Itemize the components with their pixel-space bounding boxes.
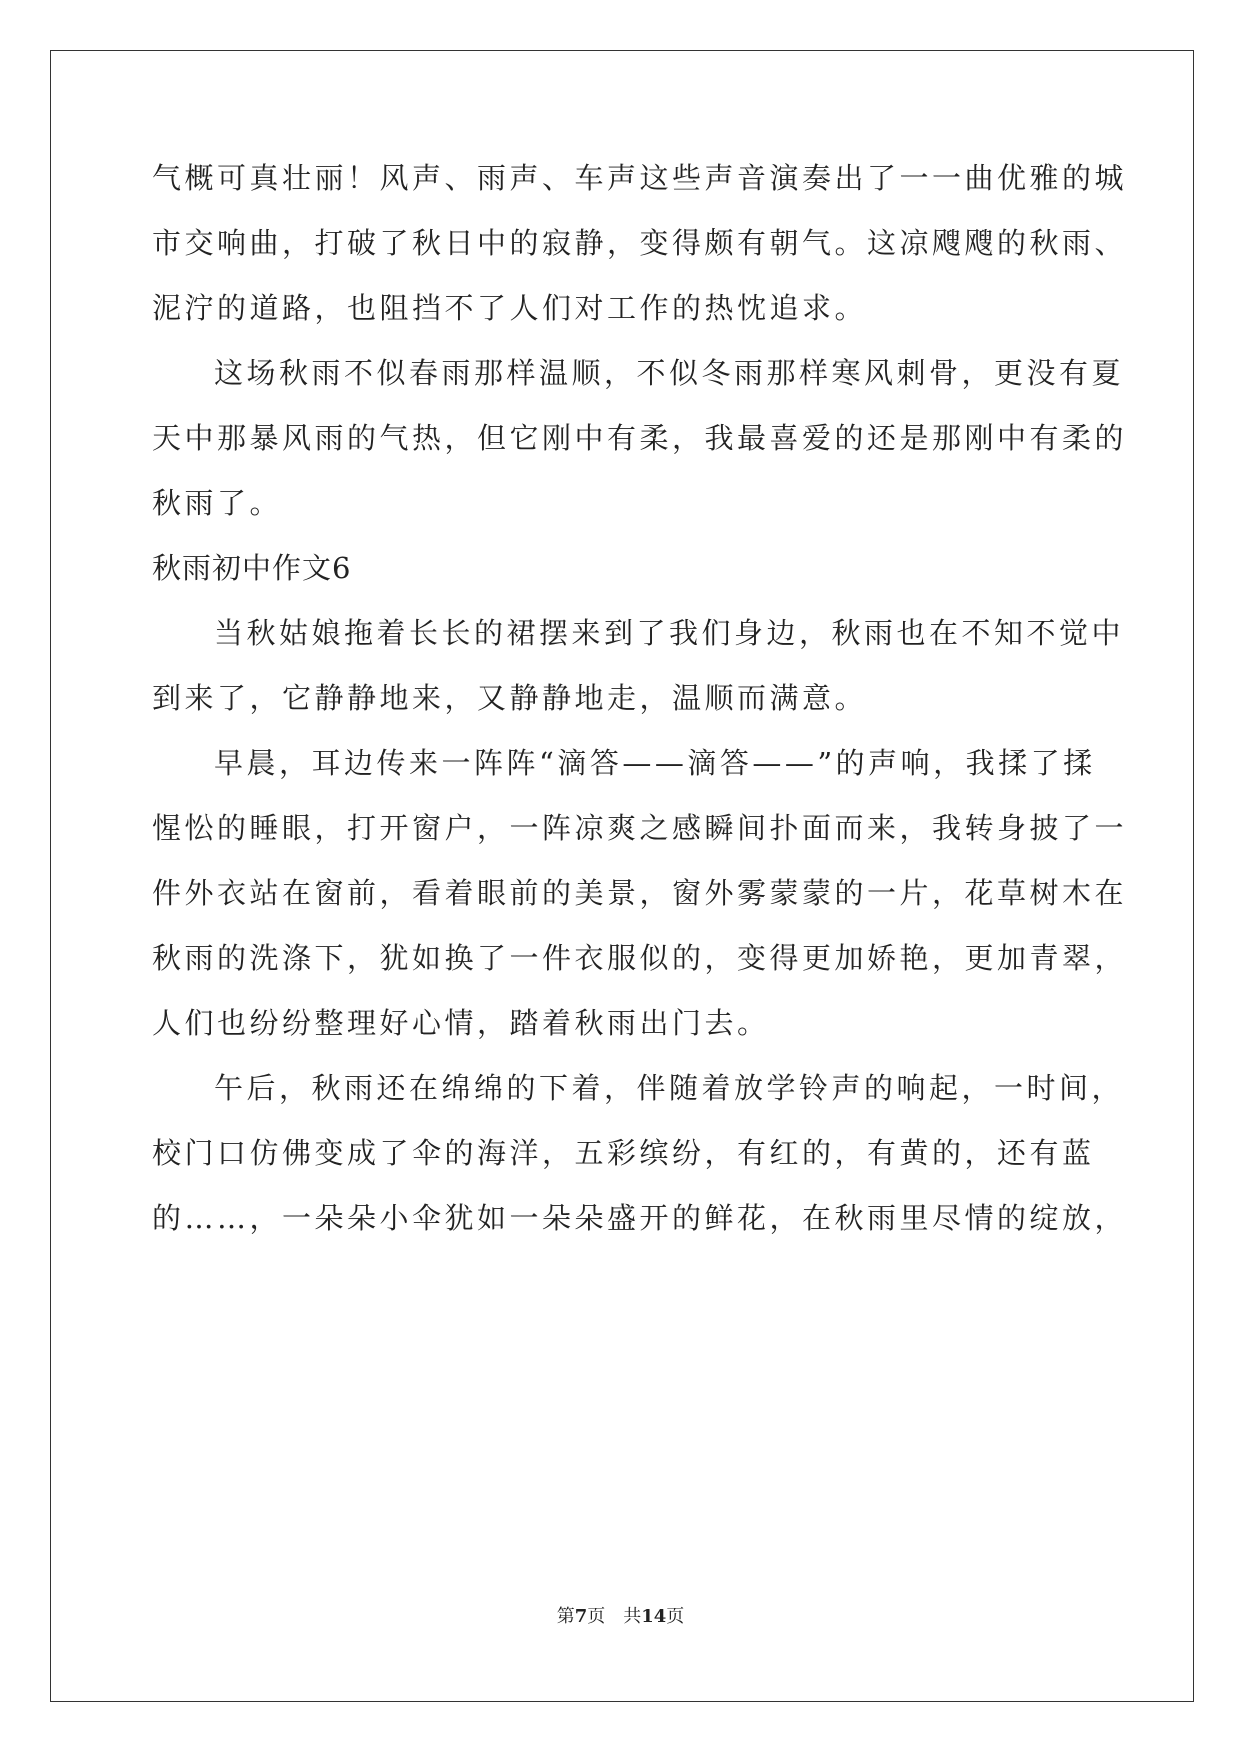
footer-prefix: 第: [556, 1606, 575, 1627]
text-line: 气概可真壮丽！风声、雨声、车声这些声音演奏出了一一曲优雅的城: [152, 161, 1128, 195]
text-line: 市交响曲，打破了秋日中的寂静，变得颇有朝气。这凉飕飕的秋雨、: [152, 226, 1128, 260]
paragraph-start-line: 当秋姑娘拖着长长的裙摆来到了我们身边，秋雨也在不知不觉中: [214, 616, 1125, 650]
text-line: 天中那暴风雨的气热，但它刚中有柔，我最喜爱的还是那刚中有柔的: [152, 421, 1128, 455]
paragraph-start-line: 午后，秋雨还在绵绵的下着，伴随着放学铃声的响起，一时间，: [214, 1071, 1125, 1105]
text-line: 秋雨了。: [152, 486, 283, 520]
paragraph-start-line: 这场秋雨不似春雨那样温顺，不似冬雨那样寒风刺骨，更没有夏: [214, 356, 1125, 390]
text-line: 到来了，它静静地来，又静静地走，温顺而满意。: [152, 681, 868, 715]
text-line: 校门口仿佛变成了伞的海洋，五彩缤纷，有红的，有黄的，还有蓝: [152, 1136, 1095, 1170]
document-body: [152, 161, 1128, 1267]
text-line: 惺忪的睡眼，打开窗户，一阵凉爽之感瞬间扑面而来，我转身披了一: [152, 811, 1128, 845]
text-line: 人们也纷纷整理好心情，踏着秋雨出门去。: [152, 1006, 770, 1040]
footer-suffix: 页: [666, 1606, 685, 1627]
footer-middle: 页 共: [587, 1606, 642, 1627]
total-page-number: 14: [641, 1606, 667, 1627]
current-page-number: 7: [574, 1606, 588, 1627]
text-line: 的……，一朵朵小伞犹如一朵朵盛开的鲜花，在秋雨里尽情的绽放，: [152, 1201, 1128, 1235]
page-footer: [0, 1606, 1241, 1628]
text-line: 泥泞的道路，也阻挡不了人们对工作的热忱追求。: [152, 291, 868, 325]
text-line: 件外衣站在窗前，看着眼前的美景，窗外雾蒙蒙的一片，花草树木在: [152, 876, 1128, 910]
text-line: 秋雨的洗涤下，犹如换了一件衣服似的，变得更加娇艳，更加青翠，: [152, 941, 1128, 975]
section-heading: 秋雨初中作文6: [152, 551, 352, 585]
paragraph-start-line: 早晨，耳边传来一阵阵“滴答——滴答——”的声响，我揉了揉: [214, 746, 1096, 780]
